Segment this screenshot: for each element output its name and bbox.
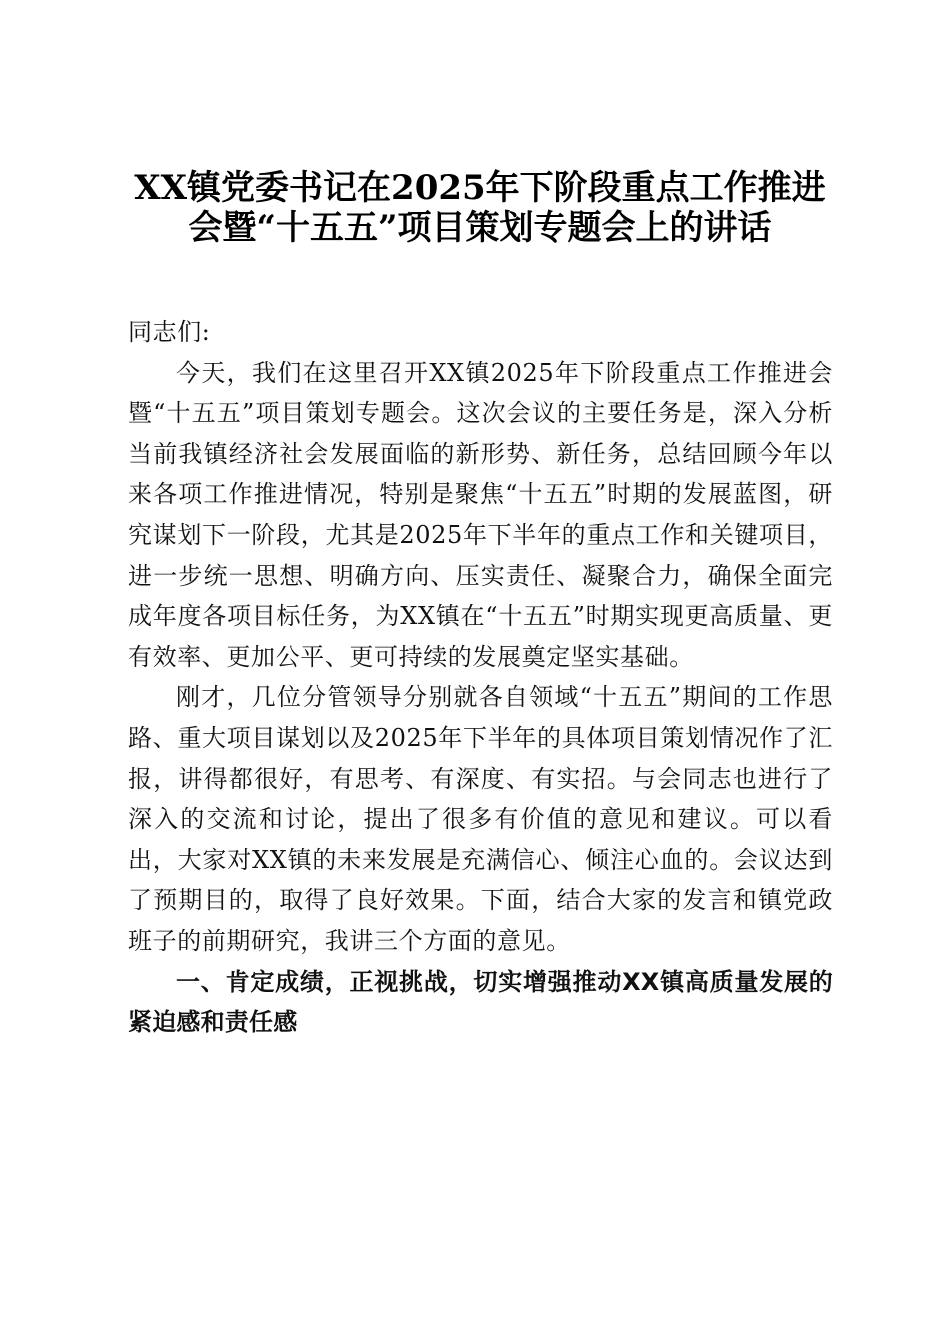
paragraph-summary: 刚才，几位分管领导分别就各自领域“十五五”期间的工作思路、重大项目谋划以及2025年下半年的具体项目策划情况作了汇报，讲得都很好，有思考、有深度、有实招。与会同志也进行了深入的交流和讨论，提出了很多有价值的意见和建议。可以看出，大家对XX镇的未来发展是充满信心、倾注心血的。会议达到了预期目的，取得了良好效果。下面，结合大家的发言和镇党政班子的前期研究，我讲三个方面的意见。 [128,683,833,955]
section-heading-1: 一、肯定成绩，正视挑战，切实增强推动XX镇高质量发展的紧迫感和责任感 [128,967,833,1037]
title-line-1: XX镇党委书记在2025年下阶段重点工作推进 [134,168,826,208]
paragraph-opening: 今天，我们在这里召开XX镇2025年下阶段重点工作推进会暨“十五五”项目策划专题会。这次会议的主要任务是，深入分析当前我镇经济社会发展面临的新形势、新任务，总结回顾今年以来各项工作推进情况，特别是聚焦“十五五”时期的发展蓝图，研究谋划下一阶段，尤其是2025年下半年的重点工作和关键项目，进一步统一思想、明确方向、压实责任、凝聚合力，确保全面完成年度各项目标任务，为XX镇在“十五五”时期实现更高质量、更有效率、更加公平、更可持续的发展奠定坚实基础。 [128,358,833,671]
document-body [128,312,833,1043]
salutation: 同志们: [128,318,211,346]
title-line-2: 会暨“十五五”项目策划专题会上的讲话 [188,208,772,248]
document-title [100,168,860,248]
